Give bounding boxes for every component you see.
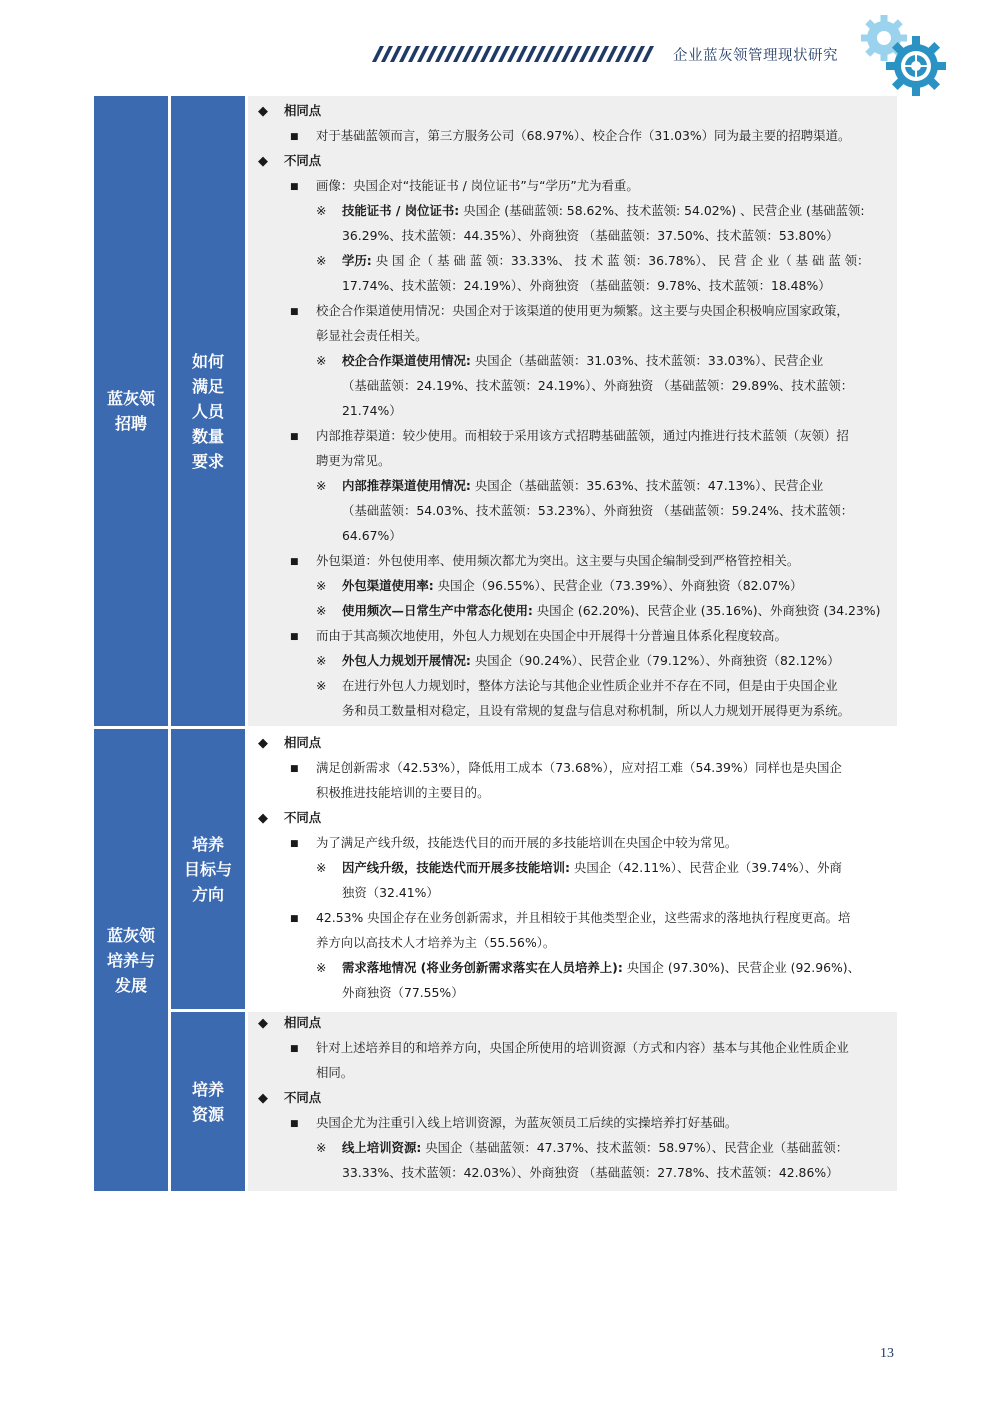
list-item: ■ 校企合作渠道使用情况：央国企对于该渠道的使用更为频繁。这主要与央国企积极响应国家政策， xyxy=(290,298,849,325)
list-item: ■ 为了满足产线升级，技能迭代目的而开展的多技能培训在央国企中较为常见。 xyxy=(290,830,737,857)
label-text: 目标与 xyxy=(183,859,232,879)
square-bullet-icon: ■ xyxy=(290,839,299,849)
list-item: ■ 针对上述培养目的和培养方向，央国企所使用的培训资源（方式和内容）基本与其他企业性质企业 xyxy=(290,1035,849,1062)
sub-list-item: ※ 学历: 央 国 企（ 基 础 蓝 领：33.33%、 技 术 蓝 领：36.78%）、 民 营 企 业（ 基 础 蓝 领： xyxy=(316,248,869,273)
header-title: 企业蓝灰领管理现状研究 xyxy=(673,48,838,64)
sub-list-item-cont: 21.74%） xyxy=(342,403,402,418)
sub-list-item-cont: 独资（32.41%） xyxy=(342,885,439,900)
heading-same: ◆ 相同点 xyxy=(258,98,321,124)
reference-mark-icon: ※ xyxy=(316,578,327,593)
label-text: 培养 xyxy=(191,834,224,854)
reference-mark-icon: ※ xyxy=(316,1140,327,1155)
list-item-cont: 相同。 xyxy=(316,1065,354,1080)
sub-list-item-cont: （基础蓝领：24.19%、技术蓝领：24.19%）、外商独资 （基础蓝领：29.89%、技术蓝领： xyxy=(342,378,854,393)
list-item: ■ 内部推荐渠道：较少使用。而相较于采用该方式招聘基础蓝领，通过内推进行技术蓝领（灰领）招 xyxy=(290,423,849,450)
heading-same: ◆ 相同点 xyxy=(258,730,321,756)
diamond-bullet-icon: ◆ xyxy=(258,811,268,826)
reference-mark-icon: ※ xyxy=(316,603,327,618)
square-bullet-icon: ■ xyxy=(290,1044,299,1054)
sub-list-item: ※ 使用频次—日常生产中常态化使用: 央国企 (62.20%)、民营企业 (35.16%)、外商独资 (34.23%) xyxy=(316,598,880,623)
diamond-bullet-icon: ◆ xyxy=(258,104,268,119)
square-bullet-icon: ■ xyxy=(290,1119,299,1129)
page-number: 13 xyxy=(880,1346,894,1361)
sub-list-item: ※ 内部推荐渠道使用情况: 央国企（基础蓝领：35.63%、技术蓝领：47.13%）、民营企业 xyxy=(316,473,823,498)
develop-resource-content xyxy=(248,1012,897,1191)
label-text: 培养与 xyxy=(106,950,155,970)
label-text: 蓝灰领 xyxy=(106,389,155,408)
label-text: 数量 xyxy=(191,426,224,446)
reference-mark-icon: ※ xyxy=(316,478,327,493)
label-text: 人员 xyxy=(191,401,224,421)
list-item: ■ 外包渠道：外包使用率、使用频次都尤为突出。这主要与央国企编制受到严格管控相关。 xyxy=(290,548,799,575)
square-bullet-icon: ■ xyxy=(290,764,299,774)
list-item-cont: 彰显社会责任相关。 xyxy=(316,328,428,343)
sub-list-item: ※ 因产线升级，技能迭代而开展多技能培训: 央国企（42.11%）、民营企业（39.74%）、外商 xyxy=(316,855,842,880)
sub-list-item-cont: 外商独资（77.55%） xyxy=(342,985,464,1000)
recruit-content xyxy=(248,96,897,726)
sub-list-item: ※ 外包人力规划开展情况: 央国企（90.24%）、民营企业（79.12%）、外商独资（82.12%） xyxy=(316,648,840,673)
label-text: 方向 xyxy=(191,884,224,904)
sub-list-item: ※ 需求落地情况 (将业务创新需求落实在人员培养上): 央国企 (97.30%)、民营企业 (92.96%)、 xyxy=(316,955,860,980)
sub-list-item-cont: 36.29%、技术蓝领：44.35%）、外商独资 （基础蓝领：37.50%、技术蓝领：53.80%） xyxy=(342,228,839,243)
list-item-cont: 积极推进技能培训的主要目的。 xyxy=(316,785,490,800)
list-item: ■ 央国企尤为注重引入线上培训资源，为蓝灰领员工后续的实操培养打好基础。 xyxy=(290,1110,737,1137)
develop-goal-content xyxy=(248,729,897,1009)
sub-label-resource xyxy=(171,1012,245,1191)
square-bullet-icon: ■ xyxy=(290,307,299,317)
list-item-cont: 养方向以高技术人才培养为主（55.56%）。 xyxy=(316,935,556,950)
heading-same: ◆ 相同点 xyxy=(258,1010,321,1036)
square-bullet-icon: ■ xyxy=(290,632,299,642)
gears-logo-icon xyxy=(856,12,952,98)
reference-mark-icon: ※ xyxy=(316,960,327,975)
diamond-bullet-icon: ◆ xyxy=(258,1091,268,1106)
label-text: 发展 xyxy=(114,975,147,995)
reference-mark-icon: ※ xyxy=(316,678,327,693)
label-text: 满足 xyxy=(191,376,224,396)
list-item: ■ 满足创新需求（42.53%），降低用工成本（73.68%），应对招工难（54.39%）同样也是央国企 xyxy=(290,755,842,782)
list-item: ■ 42.53% 央国企存在业务创新需求，并且相较于其他类型企业，这些需求的落地执行程度更高。培 xyxy=(290,905,850,932)
square-bullet-icon: ■ xyxy=(290,182,299,192)
label-text: 招聘 xyxy=(114,414,147,433)
diamond-bullet-icon: ◆ xyxy=(258,736,268,751)
reference-mark-icon: ※ xyxy=(316,353,327,368)
heading-diff: ◆ 不同点 xyxy=(258,148,321,174)
sub-list-item: ※ 校企合作渠道使用情况: 央国企（基础蓝领：31.03%、技术蓝领：33.03%）、民营企业 xyxy=(316,348,823,373)
label-text: 如何 xyxy=(191,351,224,371)
sub-list-item-cont: 务和员工数量相对稳定，且设有常规的复盘与信息对称机制，所以人力规划开展得更为系统。 xyxy=(342,703,851,718)
sub-list-item: ※ 线上培训资源: 央国企（基础蓝领：47.37%、技术蓝领：58.97%）、民营企业（基础蓝领： xyxy=(316,1135,848,1160)
reference-mark-icon: ※ xyxy=(316,253,327,268)
diamond-bullet-icon: ◆ xyxy=(258,1016,268,1031)
heading-diff: ◆ 不同点 xyxy=(258,1085,321,1111)
heading-diff: ◆ 不同点 xyxy=(258,805,321,831)
sub-list-item: ※ 技能证书 / 岗位证书: 央国企 (基础蓝领: 58.62%、技术蓝领: 54.02%) 、民营企业 (基础蓝领: xyxy=(316,198,865,223)
sub-label-quantity xyxy=(171,96,245,726)
list-item: ■ 画像：央国企对“技能证书 / 岗位证书”与“学历”尤为看重。 xyxy=(290,173,639,200)
reference-mark-icon: ※ xyxy=(316,653,327,668)
list-item: ■ 对于基础蓝领而言，第三方服务公司（68.97%）、校企合作（31.03%）同为最主要的招聘渠道。 xyxy=(290,123,850,150)
list-item-cont: 聘更为常见。 xyxy=(316,453,391,468)
label-text: 蓝灰领 xyxy=(106,925,155,945)
header-stripes xyxy=(366,46,656,62)
square-bullet-icon: ■ xyxy=(290,557,299,567)
sub-list-item-cont: （基础蓝领：54.03%、技术蓝领：53.23%）、外商独资 （基础蓝领：59.24%、技术蓝领： xyxy=(342,503,854,518)
reference-mark-icon: ※ xyxy=(316,203,327,218)
square-bullet-icon: ■ xyxy=(290,132,299,142)
square-bullet-icon: ■ xyxy=(290,432,299,442)
list-item: ■ 而由于其高频次地使用，外包人力规划在央国企中开展得十分普遍且体系化程度较高。 xyxy=(290,623,787,650)
sub-list-item-cont: 64.67%） xyxy=(342,528,402,543)
sub-list-item: ※ 外包渠道使用率: 央国企（96.55%）、民营企业（73.39%）、外商独资（82.07%） xyxy=(316,573,802,598)
label-text: 要求 xyxy=(191,451,224,471)
diamond-bullet-icon: ◆ xyxy=(258,154,268,169)
reference-mark-icon: ※ xyxy=(316,860,327,875)
square-bullet-icon: ■ xyxy=(290,914,299,924)
section-label-recruit xyxy=(94,96,168,726)
label-text: 培养 xyxy=(191,1079,224,1099)
sub-list-item: ※ 在进行外包人力规划时，整体方法论与其他企业性质企业并不存在不同，但是由于央国企业 xyxy=(316,673,838,698)
sub-list-item-cont: 33.33%、技术蓝领：42.03%）、外商独资 （基础蓝领：27.78%、技术蓝领：42.86%） xyxy=(342,1165,839,1180)
sub-label-goal xyxy=(171,729,245,1009)
section-label-develop xyxy=(94,729,168,1191)
sub-list-item-cont: 17.74%、技术蓝领：24.19%）、外商独资 （基础蓝领：9.78%、技术蓝领：18.48%） xyxy=(342,278,831,293)
label-text: 资源 xyxy=(191,1104,224,1124)
